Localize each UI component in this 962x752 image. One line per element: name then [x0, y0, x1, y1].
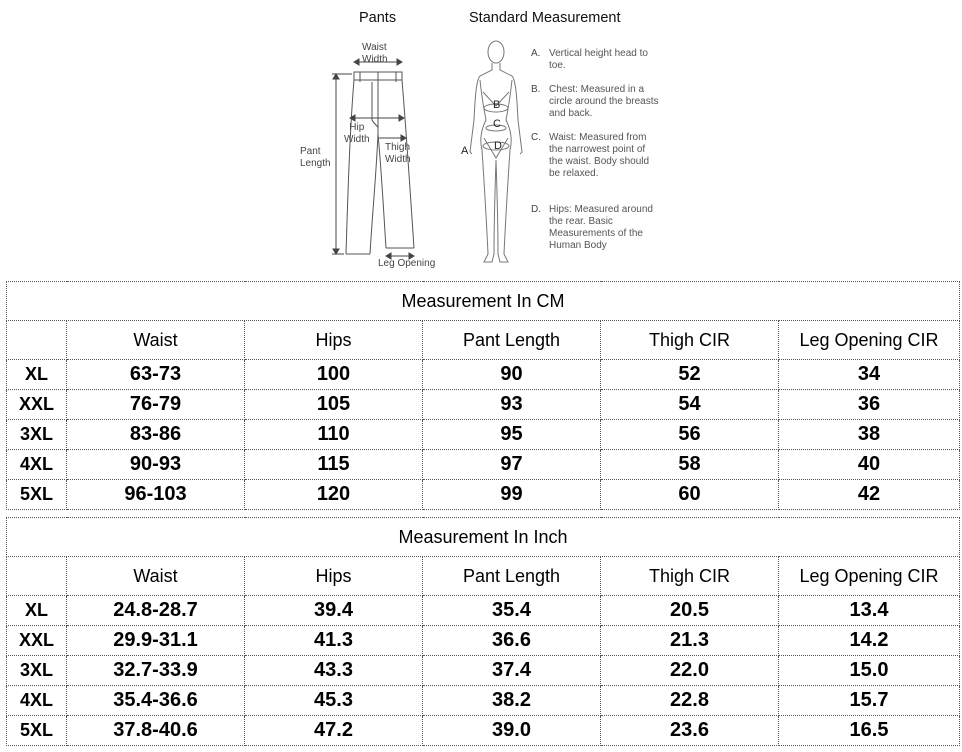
leg-opening-label: Leg Opening — [378, 258, 436, 269]
table-cell: 35.4-36.6 — [67, 686, 245, 716]
table-cell: 90 — [423, 360, 601, 390]
table-cell: 36 — [779, 390, 960, 420]
table-cell: 63-73 — [67, 360, 245, 390]
body-figure — [462, 40, 532, 272]
header-cell — [7, 321, 67, 360]
header-cell: Hips — [245, 557, 423, 596]
table-row — [7, 716, 960, 746]
header-cell: Thigh CIR — [601, 557, 779, 596]
body-letter-a: A — [461, 145, 469, 157]
table-cell: 37.4 — [423, 656, 601, 686]
thigh-width-label: Thigh Width — [385, 142, 411, 165]
table-cell: 100 — [245, 360, 423, 390]
table-cell: 83-86 — [67, 420, 245, 450]
table-row — [7, 626, 960, 656]
table-cell: 37.8-40.6 — [67, 716, 245, 746]
table-cell: 32.7-33.9 — [67, 656, 245, 686]
table-cell: 42 — [779, 480, 960, 510]
table-cell: 39.4 — [245, 596, 423, 626]
body-letter-d: D — [494, 140, 502, 152]
table-cell: 21.3 — [601, 626, 779, 656]
table-cell: 110 — [245, 420, 423, 450]
table-cell: 54 — [601, 390, 779, 420]
table-row — [7, 450, 960, 480]
table-cell: 90-93 — [67, 450, 245, 480]
inch-table-caption: Measurement In Inch — [7, 518, 960, 557]
table-cell: 99 — [423, 480, 601, 510]
table-cell: 22.8 — [601, 686, 779, 716]
header-cell: Leg Opening CIR — [779, 557, 960, 596]
table-cell: 45.3 — [245, 686, 423, 716]
note-text-c: Waist: Measured from the narrowest point of the waist. Body should be relaxed. — [549, 132, 650, 179]
table-cell: 43.3 — [245, 656, 423, 686]
table-cell: 97 — [423, 450, 601, 480]
note-letter-d: D. — [531, 204, 541, 215]
note-letter-b: B. — [531, 84, 541, 95]
hip-width-label: Hip Width — [344, 122, 370, 145]
note-letter-c: C. — [531, 132, 541, 143]
note-letter-a: A. — [531, 48, 541, 59]
pants-title: Pants — [359, 10, 397, 26]
table-cell: 24.8-28.7 — [67, 596, 245, 626]
table-cell: 120 — [245, 480, 423, 510]
header-cell: Hips — [245, 321, 423, 360]
size-cell: XXL — [7, 626, 67, 656]
table-cell: 41.3 — [245, 626, 423, 656]
table-cell: 36.6 — [423, 626, 601, 656]
table-row — [7, 596, 960, 626]
cm-header-row — [7, 321, 960, 360]
note-text-b: Chest: Measured in a circle around the breasts and back. — [549, 84, 659, 119]
header-cell: Pant Length — [423, 321, 601, 360]
table-cell: 39.0 — [423, 716, 601, 746]
table-row — [7, 390, 960, 420]
table-cell: 13.4 — [779, 596, 960, 626]
measurement-illustration — [0, 0, 962, 276]
size-cell: 4XL — [7, 686, 67, 716]
table-row — [7, 420, 960, 450]
pant-length-label: Pant Length — [300, 146, 331, 169]
table-cell: 34 — [779, 360, 960, 390]
size-cell: 3XL — [7, 656, 67, 686]
note-text-a: Vertical height head to toe. — [549, 48, 648, 71]
header-cell: Leg Opening CIR — [779, 321, 960, 360]
header-cell: Thigh CIR — [601, 321, 779, 360]
table-cell: 93 — [423, 390, 601, 420]
standard-measurement-title: Standard Measurement — [469, 10, 621, 26]
cm-table-caption: Measurement In CM — [7, 282, 960, 321]
size-cell: XL — [7, 596, 67, 626]
size-cell: XXL — [7, 390, 67, 420]
table-cell: 23.6 — [601, 716, 779, 746]
size-cell: 3XL — [7, 420, 67, 450]
table-cell: 14.2 — [779, 626, 960, 656]
table-cell: 38 — [779, 420, 960, 450]
table-cell: 95 — [423, 420, 601, 450]
note-text-d: Hips: Measured around the rear. Basic Measurements of the Human Body — [549, 204, 653, 251]
table-row — [7, 686, 960, 716]
table-cell: 47.2 — [245, 716, 423, 746]
header-cell — [7, 557, 67, 596]
table-cell: 16.5 — [779, 716, 960, 746]
table-cell: 52 — [601, 360, 779, 390]
body-letter-b: B — [493, 99, 501, 111]
cm-size-table — [6, 281, 960, 510]
size-cell: 5XL — [7, 716, 67, 746]
header-cell: Waist — [67, 321, 245, 360]
table-cell: 15.0 — [779, 656, 960, 686]
header-cell: Waist — [67, 557, 245, 596]
table-cell: 35.4 — [423, 596, 601, 626]
inch-size-table — [6, 517, 960, 746]
table-cell: 96-103 — [67, 480, 245, 510]
table-cell: 15.7 — [779, 686, 960, 716]
size-cell: 5XL — [7, 480, 67, 510]
body-letter-c: C — [493, 118, 501, 130]
size-cell: XL — [7, 360, 67, 390]
table-row — [7, 480, 960, 510]
table-row — [7, 360, 960, 390]
table-cell: 29.9-31.1 — [67, 626, 245, 656]
table-cell: 115 — [245, 450, 423, 480]
table-cell: 58 — [601, 450, 779, 480]
waist-width-label: Waist Width — [362, 42, 388, 65]
table-row — [7, 656, 960, 686]
table-cell: 20.5 — [601, 596, 779, 626]
table-cell: 38.2 — [423, 686, 601, 716]
inch-header-row — [7, 557, 960, 596]
table-cell: 76-79 — [67, 390, 245, 420]
header-cell: Pant Length — [423, 557, 601, 596]
table-cell: 105 — [245, 390, 423, 420]
table-cell: 40 — [779, 450, 960, 480]
table-cell: 56 — [601, 420, 779, 450]
table-cell: 22.0 — [601, 656, 779, 686]
table-cell: 60 — [601, 480, 779, 510]
size-cell: 4XL — [7, 450, 67, 480]
